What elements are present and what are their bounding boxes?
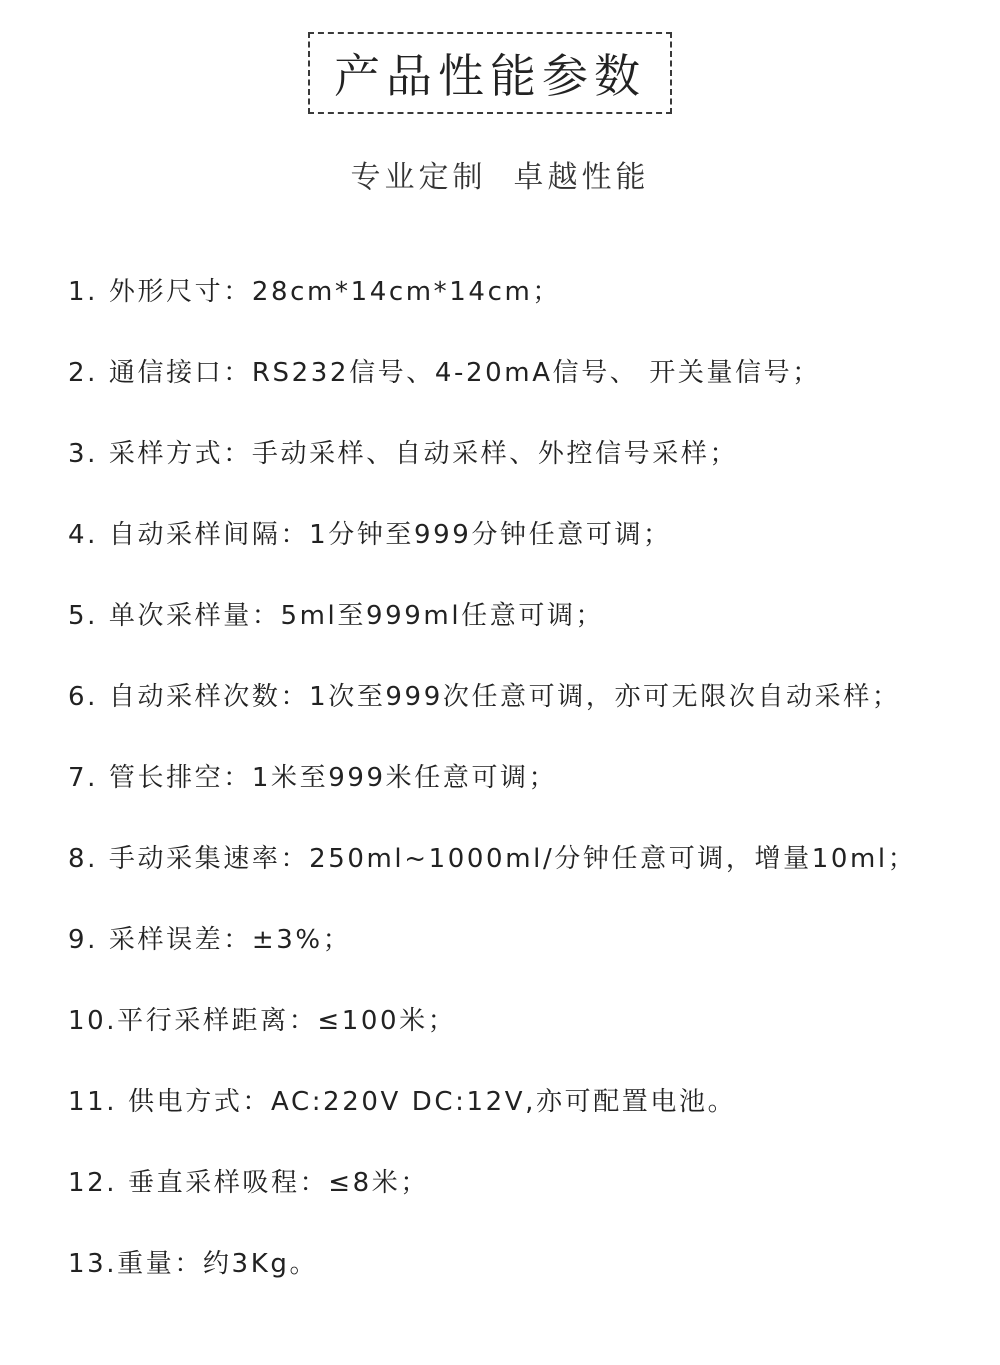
spec-item-sampling-mode: 3. 采样方式：手动采样、自动采样、外控信号采样； <box>68 439 739 469</box>
page-title: 产品性能参数 <box>334 49 646 103</box>
spec-item-manual-rate: 8. 手动采集速率：250ml~1000ml/分钟任意可调，增量10ml； <box>68 844 917 874</box>
page-subtitle: 专业定制 卓越性能 <box>350 160 650 195</box>
spec-item-interface: 2. 通信接口：RS232信号、4-20mA信号、 开关量信号； <box>68 358 821 388</box>
spec-list <box>68 270 988 1323</box>
spec-item-power-supply: 11. 供电方式：AC:220V DC:12V,亦可配置电池。 <box>68 1087 737 1117</box>
spec-item-pipe-purge: 7. 管长排空：1米至999米任意可调； <box>68 763 558 793</box>
spec-item-sampling-error: 9. 采样误差：±3%； <box>68 925 352 955</box>
spec-item-size: 1. 外形尺寸：28cm*14cm*14cm； <box>68 277 561 307</box>
spec-item-sample-volume: 5. 单次采样量：5ml至999ml任意可调； <box>68 601 605 631</box>
title-frame <box>308 32 672 114</box>
spec-item-weight: 13.重量：约3Kg。 <box>68 1249 319 1279</box>
spec-item-sampling-interval: 4. 自动采样间隔：1分钟至999分钟任意可调； <box>68 520 672 550</box>
spec-item-sampling-count: 6. 自动采样次数：1次至999次任意可调，亦可无限次自动采样； <box>68 682 901 712</box>
spec-item-parallel-distance: 10.平行采样距离：≤100米； <box>68 1006 457 1036</box>
spec-item-vertical-lift: 12. 垂直采样吸程：≤8米； <box>68 1168 429 1198</box>
